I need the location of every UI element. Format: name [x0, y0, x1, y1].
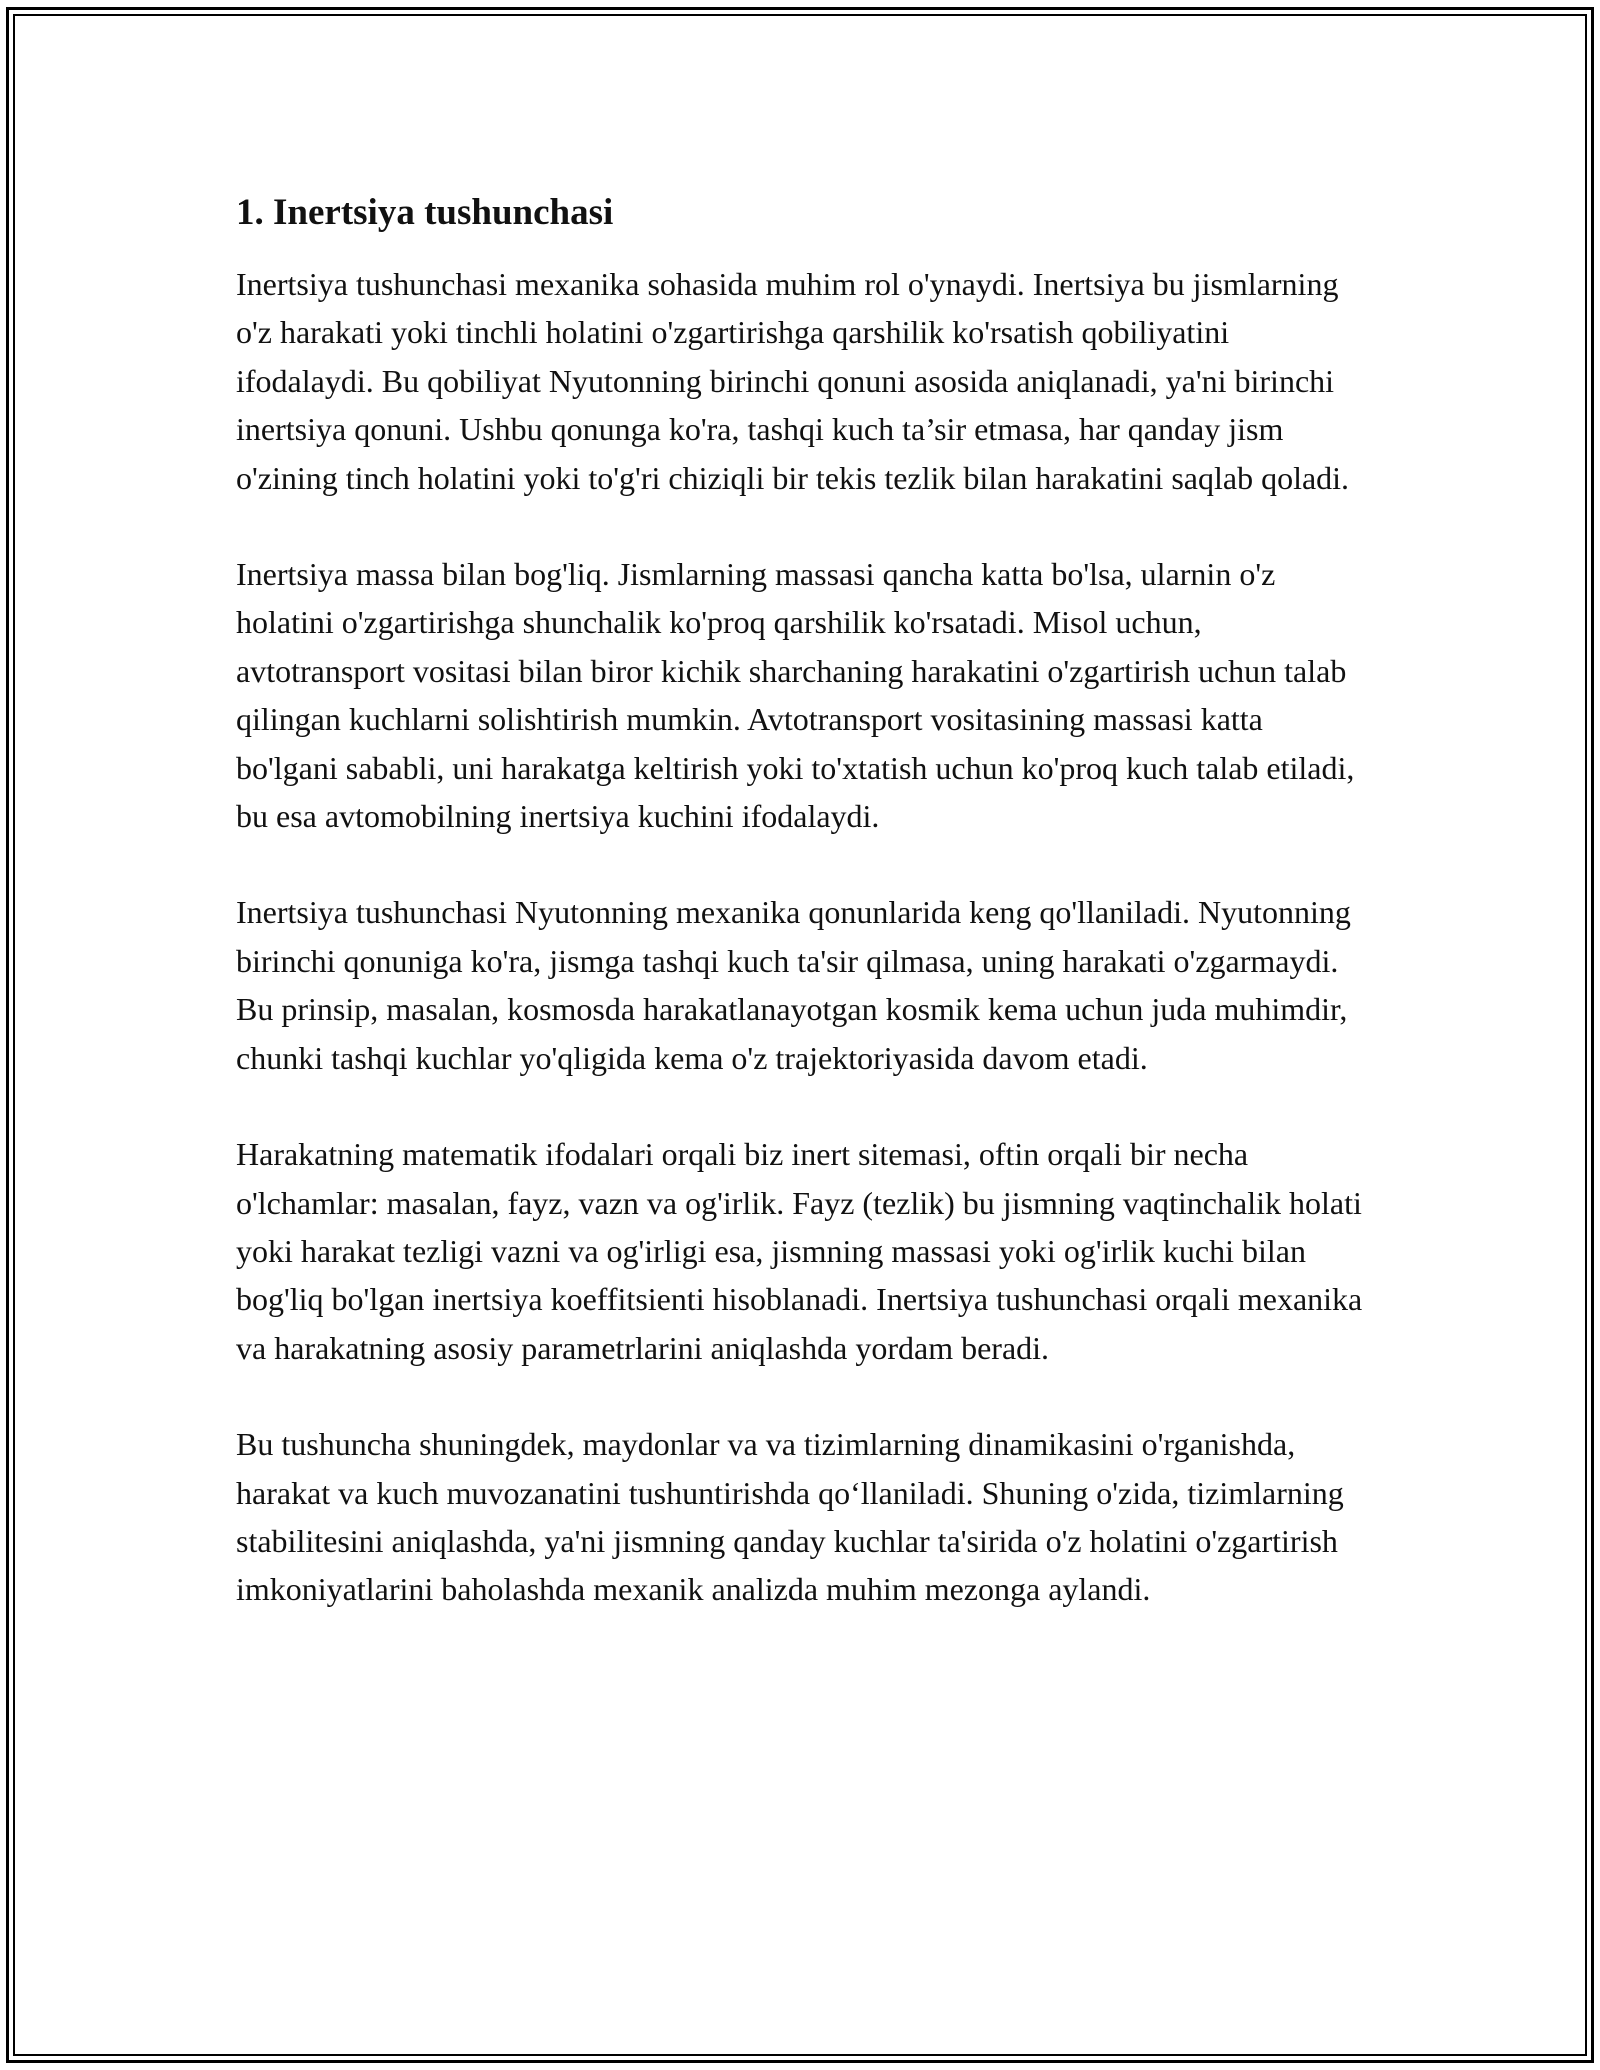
- paragraph-inertia-mass: Inertsiya massa bilan bog'liq. Jismlarning massasi qancha katta bo'lsa, ularnin o'z holatini o'zgartirishga shunchalik ko'proq qarshilik ko'rsatadi. Misol uchun, avtotransport vositasi bilan biror kichik sharchaning harakatini o'zgartirish uchun talab qilingan kuchlarni solishtirish mumkin. Avtotransport vositasining massasi katta bo'lgani sababli, uni harakatga keltirish yoki to'xtatish uchun ko'proq kuch talab etiladi, bu esa avtomobilning inertsiya kuchini ifodalaydi.: [236, 556, 1355, 835]
- paragraph-system-dynamics: Bu tushuncha shuningdek, maydonlar va va tizimlarning dinamikasini o'rganishda, harakat va kuch muvozanatini tushuntirishda qo‘llaniladi. Shuning o'zida, tizimlarning stabilitesini aniqlashda, ya'ni jismning qanday kuchlar ta'sirida o'z holatini o'zgartirish imkoniyatlarini baholashda mexanik analizda muhim mezonga aylandi.: [236, 1426, 1344, 1608]
- document-body: [236, 186, 1366, 1614]
- paragraph-mathematical-expressions: Harakatning matematik ifodalari orqali biz inert sitemasi, oftin orqali bir necha o'lchamlar: masalan, fayz, vazn va og'irlik. Fayz (tezlik) bu jismning vaqtinchalik holati yoki harakat tezligi vazni va og'irligi esa, jismning massasi yoki og'irlik kuchi bilan bog'liq bo'lgan inertsiya koeffitsienti hisoblanadi. Inertsiya tushunchasi orqali mexanika va harakatning asosiy parametrlarini aniqlashda yordam beradi.: [236, 1136, 1363, 1366]
- section-heading: 1. Inertsiya tushunchasi: [236, 192, 614, 233]
- paragraph-inertia-definition: Inertsiya tushunchasi mexanika sohasida muhim rol o'ynaydi. Inertsiya bu jismlarning o'z harakati yoki tinchli holatini o'zgartirishga qarshilik ko'rsatish qobiliyatini ifodalaydi. Bu qobiliyat Nyutonning birinchi qonuni asosida aniqlanadi, ya'ni birinchi inertsiya qonuni. Ushbu qonunga ko'ra, tashqi kuch ta’sir etmasa, har qanday jism o'zining tinch holatini yoki to'g'ri chiziqli bir tekis tezlik bilan harakatini saqlab qoladi.: [236, 266, 1350, 496]
- paragraph-newton-laws: Inertsiya tushunchasi Nyutonning mexanika qonunlarida keng qo'llaniladi. Nyutonning birinchi qonuniga ko'ra, jismga tashqi kuch ta'sir qilmasa, uning harakati o'zgarmaydi. Bu prinsip, masalan, kosmosda harakatlanayotgan kosmik kema uchun juda muhimdir, chunki tashqi kuchlar yo'qligida kema o'z trajektoriyasida davom etadi.: [236, 894, 1351, 1076]
